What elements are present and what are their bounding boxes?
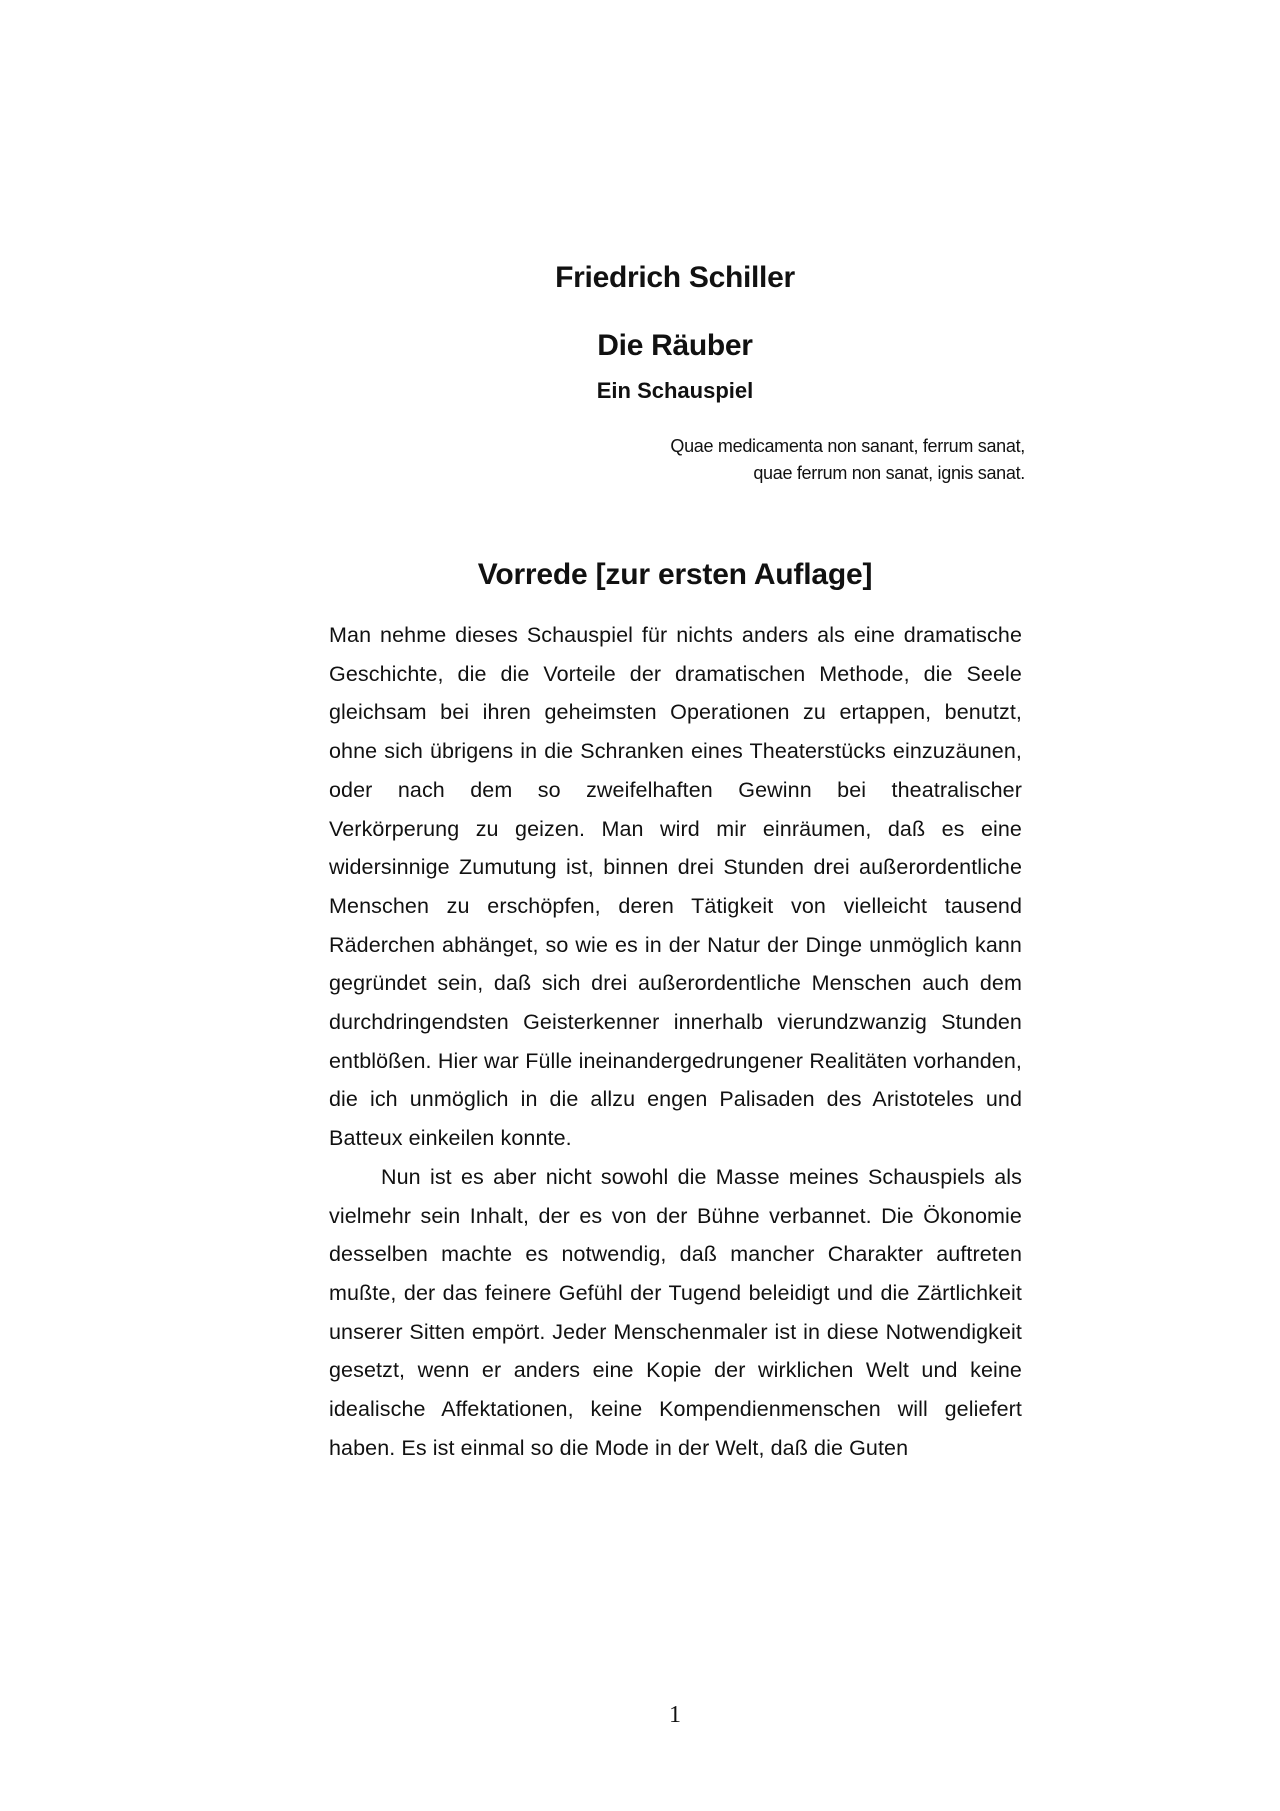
body-text: [329, 616, 1022, 1467]
play-title: Die Räuber: [597, 329, 753, 362]
paragraph-1: Man nehme dieses Schauspiel für nichts anders als eine dramatische Geschichte, die die Vorteile der dramatischen Methode, die Seele gleichsam bei ihren geheimsten Operationen zu ertappen, benutzt, ohne sich übrigens in die Schranken eines Theaterstücks einzuzäunen, oder nach dem so zweifelhaften Gewinn bei theatralischer Verkörperung zu geizen. Man wird mir einräumen, daß es eine widersinnige Zumutung ist, binnen drei Stunden drei außerordentliche Menschen zu erschöpfen, deren Tätigkeit von vielleicht tausend Räderchen abhänget, so wie es in der Natur der Dinge unmöglich kann gegründet sein, daß sich drei außerordentliche Menschen auch dem durchdringendsten Geisterkenner innerhalb vierundzwanzig Stunden entblößen. Hier war Fülle ineinandergedrungener Realitäten vorhanden, die ich unmöglich in die allzu engen Palisaden des Aristoteles und Batteux einkeilen konnte.: [329, 623, 1022, 1151]
play-subtitle: Ein Schauspiel: [596, 378, 754, 403]
section-heading: Vorrede [zur ersten Auflage]: [477, 558, 873, 591]
author-name: Friedrich Schiller: [555, 261, 795, 294]
page-number: 1: [669, 1702, 681, 1728]
epigraph-line-1: Quae medicamenta non sanant, ferrum sanat,: [670, 436, 1025, 456]
epigraph-line-2: quae ferrum non sanat, ignis sanat.: [753, 463, 1025, 483]
paragraph-2: Nun ist es aber nicht sowohl die Masse meines Schauspiels als vielmehr sein Inhalt, der es von der Bühne verbannet. Die Ökonomie desselben machte es notwendig, daß mancher Charakter auftreten mußte, der das feinere Gefühl der Tugend beleidigt und die Zärtlichkeit unserer Sitten empört. Jeder Menschenmaler ist in diese Notwendigkeit gesetzt, wenn er anders eine Kopie der wirklichen Welt und keine idealische Affektationen, keine Kompendienmenschen will geliefert haben. Es ist einmal so die Mode in der Welt, daß die Guten: [329, 1164, 1022, 1460]
epigraph: [540, 433, 1025, 487]
